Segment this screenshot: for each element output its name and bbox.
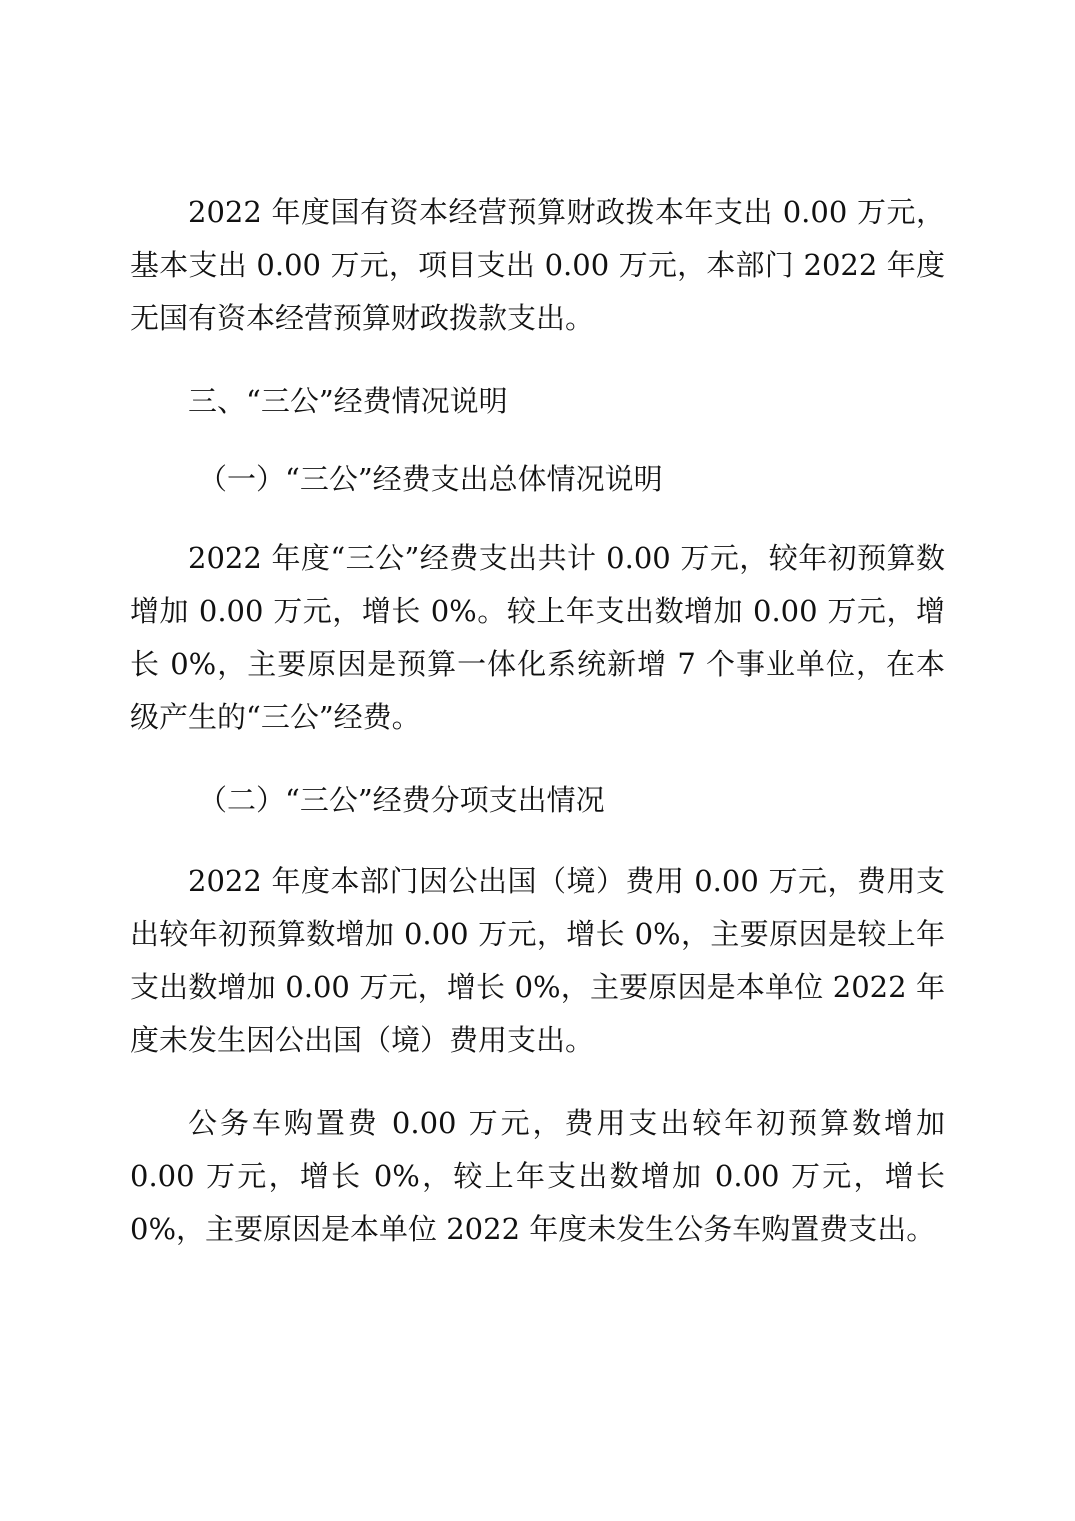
subsection-heading-overall: （一）“三公”经费支出总体情况说明 [198,462,663,496]
paragraph-vehicle-purchase: 公务车购置费 0.00 万元，费用支出较年初预算数增加 0.00 万元，增长 0%，较上年支出数增加 0.00 万元，增长 0%，主要原因是本单位 2022 年度未发生公务车购置费支出。 [130,1106,945,1246]
paragraph-overseas-travel: 2022 年度本部门因公出国（境）费用 0.00 万元，费用支出较年初预算数增加 0.00 万元，增长 0%，主要原因是较上年支出数增加 0.00 万元，增长 0%，主要原因是本单位 2022 年度未发生因公出国（境）费用支出。 [130,864,945,1057]
section-heading-three-public-expenses: 三、“三公”经费情况说明 [188,384,508,418]
subsection-heading-itemized: （二）“三公”经费分项支出情况 [198,783,605,817]
paragraph-overall-expenses: 2022 年度“三公”经费支出共计 0.00 万元，较年初预算数增加 0.00 万元，增长 0%。较上年支出数增加 0.00 万元，增长 0%，主要原因是预算一体化系统新增 7 个事业单位，在本级产生的“三公”经费。 [130,541,945,734]
paragraph-state-capital-budget: 2022 年度国有资本经营预算财政拨本年支出 0.00 万元，基本支出 0.00 万元，项目支出 0.00 万元，本部门 2022 年度无国有资本经营预算财政拨款支出。 [130,195,945,335]
